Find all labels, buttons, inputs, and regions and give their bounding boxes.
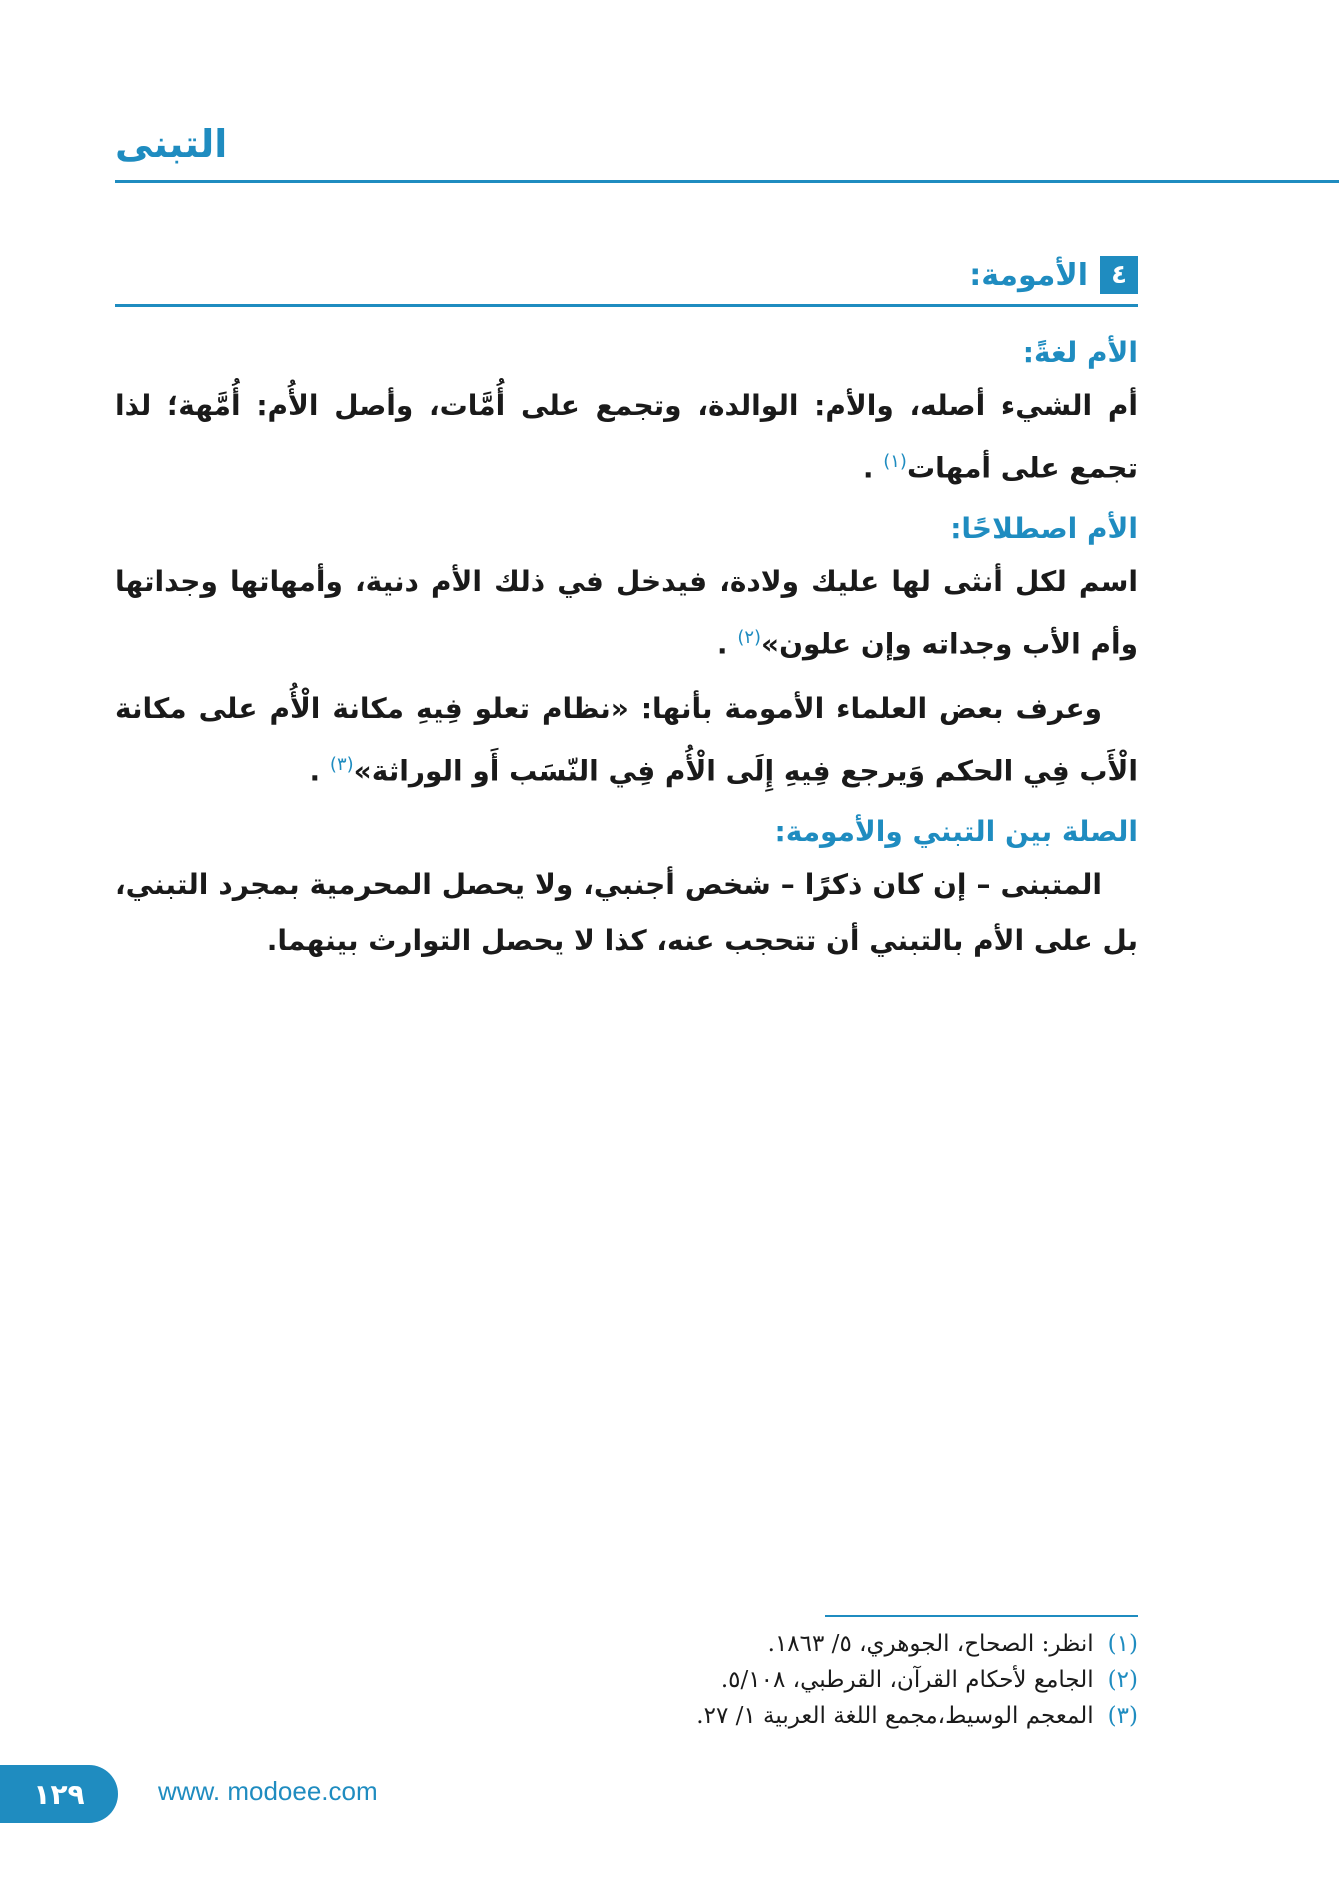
term-definition-end: . — [716, 627, 728, 661]
main-content — [115, 328, 1138, 977]
section-number-badge: ٤ — [1100, 256, 1138, 294]
paragraph-term-definition — [115, 554, 1138, 672]
scholar-definition-end: . — [309, 753, 321, 787]
section-rule — [115, 304, 1138, 307]
running-header-title: التبنى — [115, 122, 228, 166]
footnote-number: (١) — [1107, 1631, 1138, 1657]
footnote-text: المعجم الوسيط،مجمع اللغة العربية ١/ ٢٧. — [696, 1703, 1094, 1729]
subheading-relation: الصلة بين التبني والأمومة: — [774, 814, 1138, 848]
footnote-item — [438, 1662, 1138, 1698]
footnote-item — [438, 1698, 1138, 1734]
lang-definition-text: أم الشيء أصله، والأم: الوالدة، وتجمع على أُمَّات، وأصل الأُم: أُمَّهة؛ لذا تجمع على أمهات — [115, 389, 1138, 485]
term-definition-text: اسم لكل أنثى لها عليك ولادة، فيدخل في ذلك الأم دنية، وأمهاتها وجداتها وأم الأب وجداته وإن علون» — [115, 565, 1138, 661]
footnote-ref-1[interactable]: (١) — [883, 451, 907, 472]
paragraph-relation: المتبنى – إن كان ذكرًا – شخص أجنبي، ولا يحصل المحرمية بمجرد التبني، بل على الأم بالتبني أن تتحجب عنه، كذا لا يحصل التوارث بينهما. — [115, 867, 1138, 957]
website-link[interactable]: www. modoee.com — [158, 1776, 378, 1806]
scholar-definition-text: وعرف بعض العلماء الأمومة بأنها: «نظام تعلو فِيهِ مكانة الْأُم على مكانة الْأَب فِي الحكم وَيرجع فِيهِ إِلَى الْأُم فِي النّسَب أَو الوراثة» — [115, 691, 1138, 787]
footnote-number: (٣) — [1107, 1703, 1138, 1729]
footnote-ref-2[interactable]: (٢) — [737, 627, 762, 649]
header-rule — [115, 180, 1339, 183]
paragraph-lang-definition — [115, 378, 1138, 496]
section-heading — [969, 256, 1138, 294]
footnote-number: (٢) — [1107, 1667, 1138, 1693]
subheading-lang: الأم لغةً: — [1022, 336, 1138, 369]
paragraph-scholar-definition — [115, 681, 1138, 799]
footnote-item — [438, 1626, 1138, 1662]
footnote-text: الجامع لأحكام القرآن، القرطبي، ٥/١٠٨. — [720, 1667, 1094, 1693]
page-number-tab: ١٢٩ — [0, 1765, 118, 1823]
lang-definition-end: . — [862, 451, 874, 485]
footnote-text: انظر: الصحاح، الجوهري، ٥/ ١٨٦٣. — [767, 1631, 1094, 1657]
footnotes — [438, 1626, 1138, 1734]
subheading-term: الأم اصطلاحًا: — [950, 512, 1138, 546]
footnote-ref-3[interactable]: (٣) — [329, 753, 354, 775]
footnote-separator — [825, 1615, 1138, 1617]
section-title: الأمومة: — [969, 257, 1088, 293]
